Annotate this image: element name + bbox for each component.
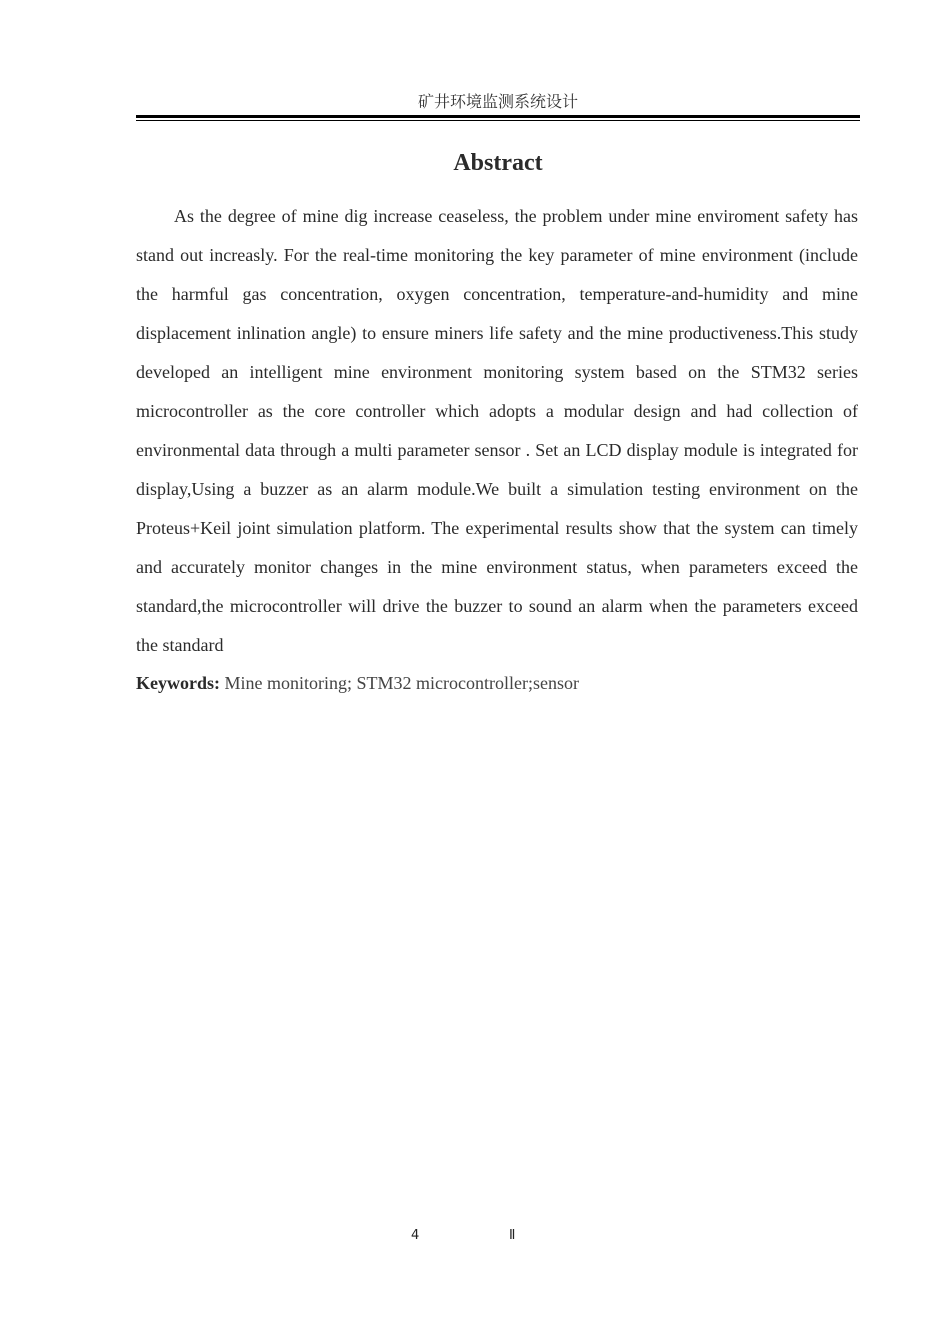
header-rule-thick bbox=[136, 115, 860, 118]
header-rule-thin bbox=[136, 120, 860, 121]
running-header-title: 矿井环境监测系统设计 bbox=[417, 92, 578, 111]
footer-page-number: 4 bbox=[411, 1228, 420, 1243]
keywords-label: Keywords: bbox=[136, 673, 220, 693]
abstract-body: As the degree of mine dig increase ceaseless, the problem under mine enviroment safety has stand out increasly. For the real-time monitoring the key parameter of mine environment (include the harmful gas concentration, oxygen concentration, temperature-and-humidity and mine displacement inlination angle) to ensure miners life safety and the mine productiveness.This study developed an intelligent mine environment monitoring system based on the STM32 series microcontroller as the core controller which adopts a modular design and had collection of environmental data through a multi parameter sensor . Set an LCD display module is integrated for display,Using a buzzer as an alarm module.We built a simulation testing environment on the Proteus+Keil joint simulation platform. The experimental results show that the system can timely and accurately monitor changes in the mine environment status, when parameters exceed the standard,the microcontroller will drive the buzzer to sound an alarm when the parameters exceed the standard bbox=[136, 206, 858, 655]
keywords-line bbox=[136, 668, 858, 698]
footer-roman-page-number: Ⅱ bbox=[509, 1228, 516, 1243]
abstract-title: Abstract bbox=[453, 150, 543, 176]
keywords-text: Mine monitoring; STM32 microcontroller;sensor bbox=[224, 673, 579, 693]
